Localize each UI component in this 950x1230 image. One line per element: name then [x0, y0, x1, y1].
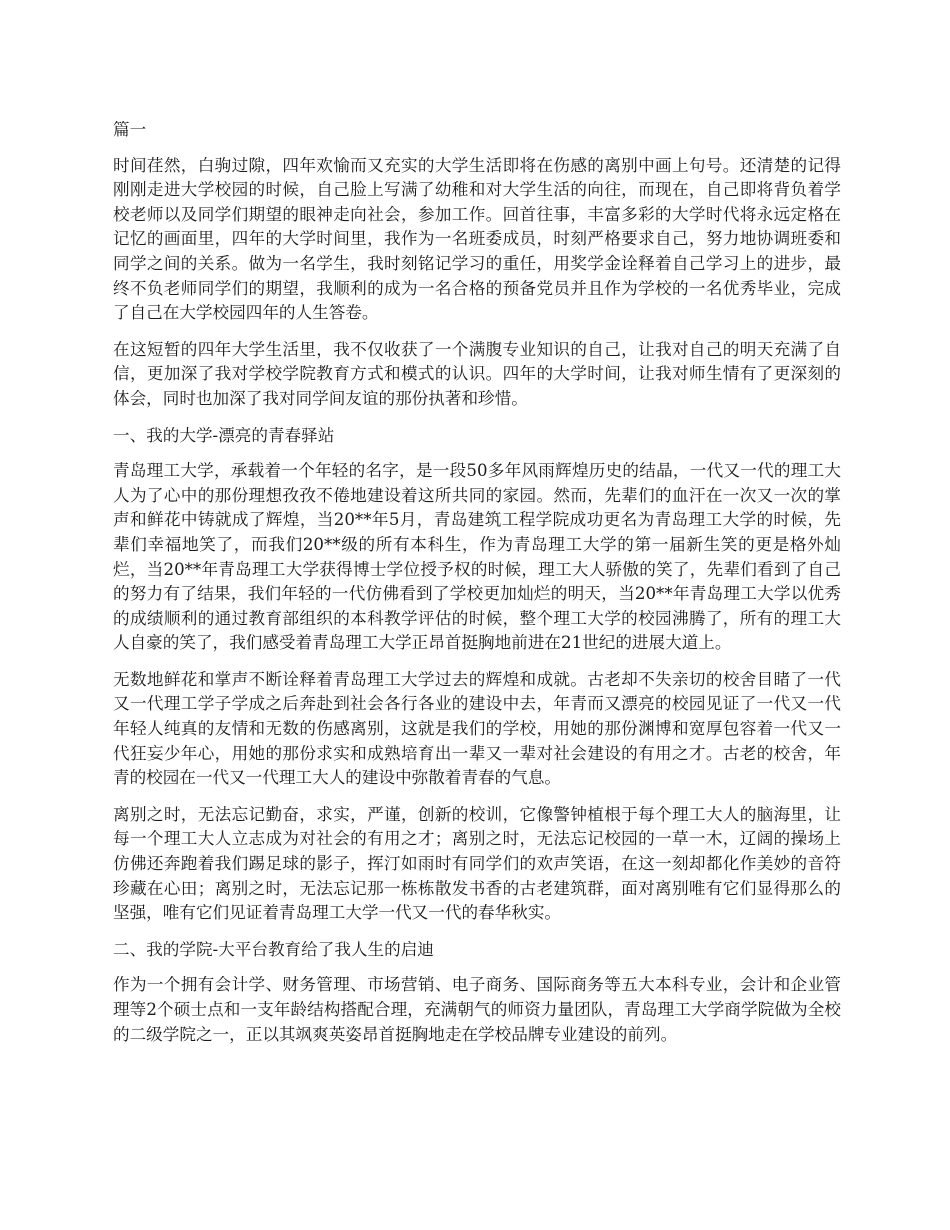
document-page	[113, 118, 841, 1059]
farewell-paragraph: 离别之时，无法忘记勤奋，求实，严谨，创新的校训，它像警钟植根于每个理工大人的脑海里，让每一个理工大人立志成为对社会的有用之才；离别之时，无法忘记校园的一草一木，辽阔的操场上仿佛还奔跑着我们踢足球的影子，挥汀如雨时有同学们的欢声笑语，在这一刻却都化作美妙的音符珍藏在心田；离别之时，无法忘记那一栋栋散发书香的古老建筑群，面对离别唯有它们显得那么的坚强，唯有它们见证着青岛理工大学一代又一代的春华秋实。	[113, 804, 841, 923]
heading-college: 二、我的学院-大平台教育给了我人生的启迪	[113, 939, 434, 959]
campus-paragraph: 无数地鲜花和掌声不断诠释着青岛理工大学过去的辉煌和成就。古老却不失亲切的校舍目睹了一代又一代理工学子学成之后奔赴到社会各行各业的建设中去，年青而又漂亮的校园见证了一代又一代年轻人纯真的友情和无数的伤感离别，这就是我们的学校，用她的那份渊博和宽厚包容着一代又一代狂妄少年心，用她的那份求实和成熟培育出一辈又一辈对社会建设的有用之才。古老的校舍，年青的校园在一代又一代理工大人的建设中弥散着青春的气息。	[113, 669, 841, 788]
intro-paragraph: 时间荏然，白驹过隙，四年欢愉而又充实的大学生活即将在伤感的离别中画上句号。还清楚的记得刚刚走进大学校园的时候，自己脸上写满了幼稚和对大学生活的向往，而现在，自己即将背负着学校老师以及同学们期望的眼神走向社会，参加工作。回首往事，丰富多彩的大学时代将永远定格在记忆的画面里，四年的大学时间里，我作为一名班委成员，时刻严格要求自己，努力地协调班委和同学之间的关系。做为一名学生，我时刻铭记学习的重任，用奖学金诠释着自己学习上的进步，最终不负老师同学们的期望，我顺利的成为一名合格的预备党员并且作为学校的一名优秀毕业，完成了自己在大学校园四年的人生答卷。	[113, 155, 841, 323]
university-history-paragraph: 青岛理工大学，承载着一个年轻的名字，是一段50多年风雨辉煌历史的结晶，一代又一代的理工大人为了心中的那份理想孜孜不倦地建设着这所共同的家园。然而，先辈们的血汗在一次又一次的掌声和鲜花中铸就成了辉煌，当20**年5月，青岛建筑工程学院成功更名为青岛理工大学的时候，先辈们幸福地笑了，而我们20**级的所有本科生，作为青岛理工大学的第一届新生笑的更是格外灿烂，当20**年青岛理工大学获得博士学位授予权的时候，理工大人骄傲的笑了，先辈们看到了自己的努力有了结果，我们年轻的一代仿佛看到了学校更加灿烂的明天，当20**年青岛理工大学以优秀的成绩顺利的通过教育部组织的本科教学评估的时候，整个理工大学的校园沸腾了，所有的理工大人自豪的笑了，我们感受着青岛理工大学正昂首挺胸地前进在21世纪的进展大道上。	[113, 461, 841, 653]
summary-paragraph: 在这短暂的四年大学生活里，我不仅收获了一个满腹专业知识的自己，让我对自己的明天充满了自信，更加深了我对学校学院教育方式和模式的认识。四年的大学时间，让我对师生情有了更深刻的体会，同时也加深了我对同学间友谊的那份执著和珍惜。	[113, 339, 841, 408]
heading-university: 一、我的大学-漂亮的青春驿站	[113, 425, 335, 445]
college-paragraph: 作为一个拥有会计学、财务管理、市场营销、电子商务、国际商务等五大本科专业，会计和企业管理等2个硕士点和一支年龄结构搭配合理，充满朝气的师资力量团队，青岛理工大学商学院做为全校的二级学院之一，正以其飒爽英姿昂首挺胸地走在学校品牌专业建设的前列。	[113, 975, 841, 1044]
section-label: 篇一	[113, 120, 147, 139]
